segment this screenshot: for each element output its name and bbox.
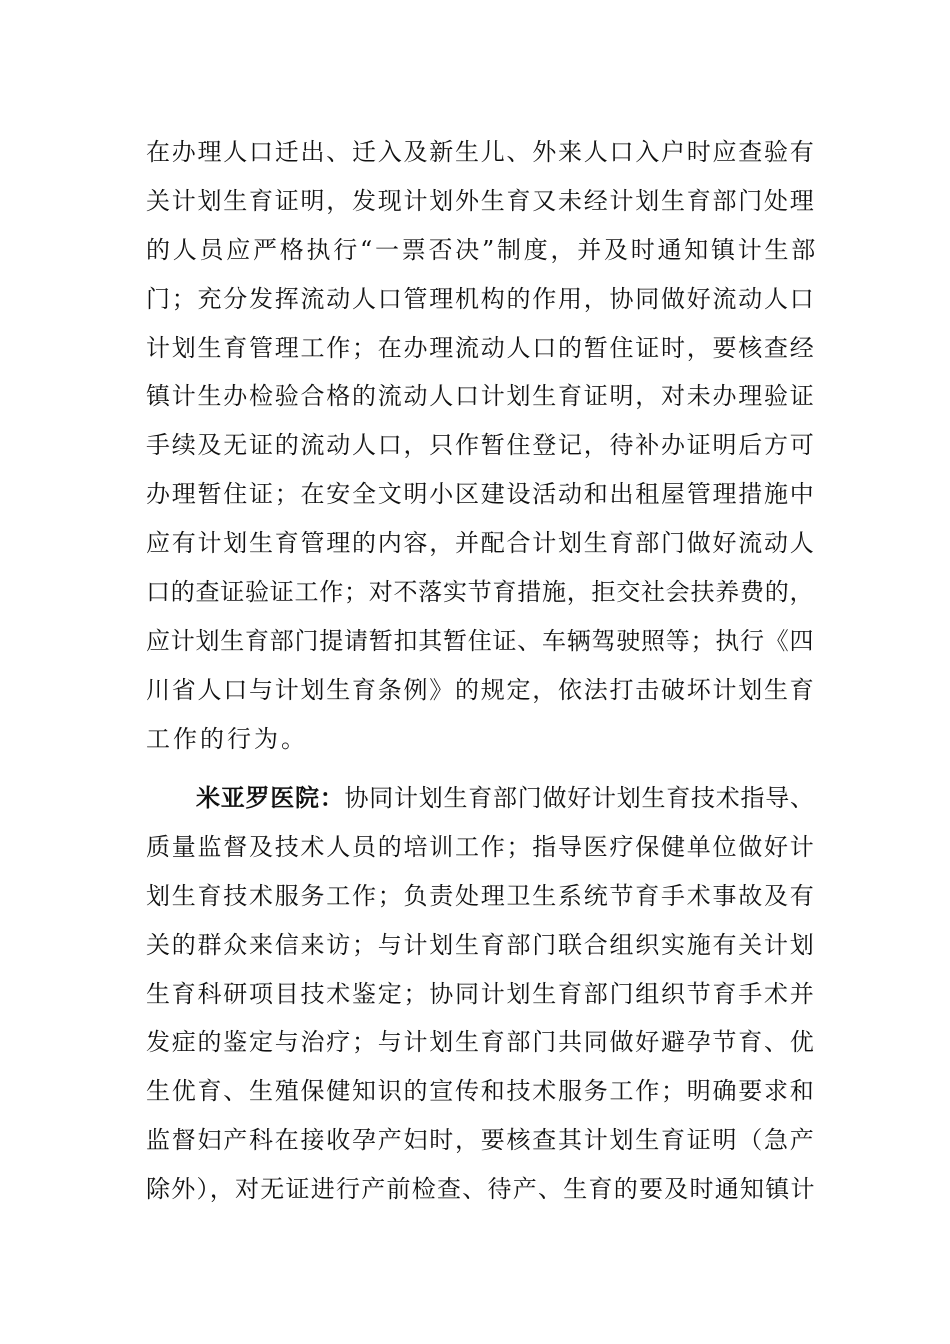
paragraph-first-line [146, 774, 818, 823]
text-line: 应有计划生育管理的内容，并配合计划生育部门做好流动人 [146, 529, 816, 558]
text-line: 关的群众来信来访；与计划生育部门联合组织实施有关计划 [146, 930, 816, 959]
text-line: 办理暂住证；在安全文明小区建设活动和出租屋管理措施中 [146, 480, 816, 509]
text-line: 的人员应严格执行“一票否决”制度，并及时通知镇计生部 [146, 235, 819, 264]
text-line: 川省人口与计划生育条例》的规定，依法打击破坏计划生育 [146, 675, 816, 704]
text-line: 门；充分发挥流动人口管理机构的作用，协同做好流动人口 [146, 284, 816, 313]
text-line: 计划生育管理工作；在办理流动人口的暂住证时，要核查经 [146, 333, 816, 362]
text-line: 协同计划生育部门做好计划生育技术指导、 [344, 784, 815, 812]
text-line: 口的查证验证工作；对不落实节育措施，拒交社会扶养费的， [146, 578, 815, 607]
text-line: 监督妇产科在接收孕产妇时，要核查其计划生育证明（急产 [146, 1126, 816, 1155]
text-line: 划生育技术服务工作；负责处理卫生系统节育手术事故及有 [146, 881, 816, 910]
text-line: 除外），对无证进行产前检查、待产、生育的要及时通知镇计 [146, 1175, 816, 1204]
text-line: 手续及无证的流动人口，只作暂住登记，待补办证明后方可 [146, 431, 816, 460]
paragraph-miyaluo-hospital [146, 774, 818, 1214]
text-line: 在办理人口迁出、迁入及新生儿、外来人口入户时应查验有 [146, 138, 816, 166]
text-line: 发症的鉴定与治疗；与计划生育部门共同做好避孕节育、优 [146, 1028, 816, 1057]
text-line: 质量监督及技术人员的培训工作；指导医疗保健单位做好计 [146, 832, 816, 861]
text-line: 应计划生育部门提请暂扣其暂住证、车辆驾驶照等；执行《四 [146, 626, 815, 655]
text-line: 镇计生办检验合格的流动人口计划生育证明，对未办理验证 [146, 382, 816, 411]
paragraph-population-registration [146, 128, 818, 764]
section-heading: 米亚罗医院： [196, 783, 345, 812]
text-line: 关计划生育证明，发现计划外生育又未经计划生育部门处理 [146, 186, 816, 215]
text-line: 工作的行为。 [146, 724, 308, 753]
text-line: 生育科研项目技术鉴定；协同计划生育部门组织节育手术并 [146, 979, 816, 1008]
text-line: 生优育、生殖保健知识的宣传和技术服务工作；明确要求和 [146, 1077, 816, 1106]
